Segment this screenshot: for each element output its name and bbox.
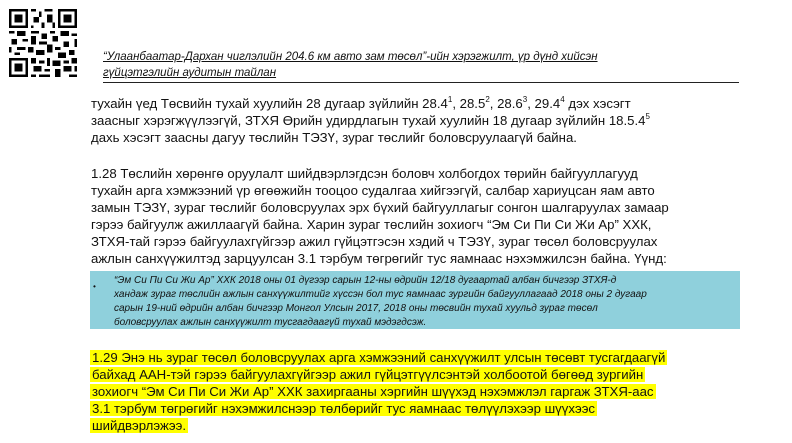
highlighted-line: байхад ААН-тэй гэрээ байгуулахгүйгээр ажил гүйцэтгүүлсэнтэй холбоотой бөгөөд зургийн	[92, 367, 644, 382]
note-line: хандаж зураг төслийн ажлын санхүүжилтийг хүссэн бол тус яамнаас зургийн байгууллагаад 2018 оны 2 дугаар	[114, 289, 647, 300]
paragraph-line: ЗТХЯ-тай гэрээ байгуулахгүйгээр ажил гүйцэтгэсэн хэдий ч ТЭЗҮ, зураг төсөл боловсруулах	[91, 234, 658, 249]
paragraph-line: замын ТЭЗҮ, зураг төслийг боловсруулах эрх бүхий байгууллагыг сонгон шалгаруулах замаар	[91, 200, 669, 215]
header-title-line2: гүйцэтгэлийн аудитын тайлан	[103, 67, 277, 79]
footnote-ref: 2	[485, 95, 490, 104]
note-line: боловсруулах ажлын санхүүжилт тусгагдаагүй тухай мэдэгдсэж.	[114, 317, 427, 328]
paragraph-1-line-3: дахь хэсэгт заасны дагуу төслийн ТЭЗҮ, зураг төслийг боловсруулаагүй байна.	[91, 130, 577, 145]
footnote-ref: 1	[447, 95, 453, 104]
qr-code-icon	[9, 9, 77, 77]
footnote-ref: 4	[560, 95, 565, 104]
highlighted-line: шийдвэрлэжээ.	[92, 418, 186, 433]
paragraph-1	[91, 95, 741, 146]
bullet-icon: •	[93, 282, 96, 291]
highlighted-line: зохиогч “Эм Си Пи Си Жи Ар” ХХК захиргааны хэргийн шүүхэд нэхэмжлэл гаргаж ЗТХЯ-аас	[92, 384, 654, 399]
paragraph-1-28	[91, 165, 741, 267]
paragraph-line: гэрээ байгуулж ажиллаагүй байна. Харин зураг төслийн зохиогч “Эм Си Пи Си Жи Ар” ХХК,	[91, 217, 652, 232]
highlighted-line: 1.29 Энэ нь зураг төсөл боловсруулах арга хэмжээний санхүүжилт улсын төсөвт тусгагдаагүй	[92, 350, 666, 365]
header-title-line1: “Улаанбаатар-Дархан чиглэлийн 204.6 км авто зам төсөл”-ийн хэрэгжилт, үр дүнд хийсэн	[103, 51, 598, 63]
footnote-ref: 5	[645, 112, 650, 121]
highlighted-note	[90, 271, 740, 329]
header-divider	[103, 82, 739, 83]
paragraph-line: ажлын санхүүжилтэд зарцуулсан 3.1 тэрбум төгрөгийг тус яамнаас нэхэмжилсэн байна. Үүнд:	[91, 251, 667, 266]
paragraph-1-line-1: тухайн үед Төсвийн тухай хуулийн 28 дугаар зүйлийн 28.4$^1$, 28.5$^2$, 28.6$^3$, 29.4$^4$ дэх хэсэгт	[91, 95, 631, 111]
paragraph-line: 1.28 Төслийн хөрөнгө оруулалт шийдвэрлэгдсэн боловч холбогдох төрийн байгууллагууд	[91, 166, 638, 181]
report-header	[103, 49, 683, 81]
footnote-ref: 3	[522, 95, 528, 104]
note-line: сарын 19-ний өдрийн албан бичгээр Монгол Улсын 2017, 2018 оны төсвийн тухай хуульд зураг төсөл	[114, 303, 598, 314]
highlighted-line: 3.1 тэрбум төгрөгийг нэхэмжилснээр төлбөрийг тус яамнаас төлүүлэхээр шүүхээс	[92, 401, 596, 416]
paragraph-1-line-2: заасныг хэрэгжүүлээгүй, ЗТХЯ Өрийн удирдлагын тухай хуулийн 18 дугаар зүйлийн 18.5.4$^5$	[91, 112, 650, 128]
paragraph-1-29-highlighted	[90, 349, 740, 434]
note-line: “Эм Си Пи Си Жи Ар” ХХК 2018 оны 01 дүгээр сарын 12-ны өдрийн 12/18 дугаартай албан бичгээр ЗТХЯ-д	[114, 275, 617, 286]
paragraph-line: тухайн арга хэмжээний үр өгөөжийн тооцоо судалгаа хийгээгүй, салбар хариуцсан яам авто	[91, 183, 655, 198]
